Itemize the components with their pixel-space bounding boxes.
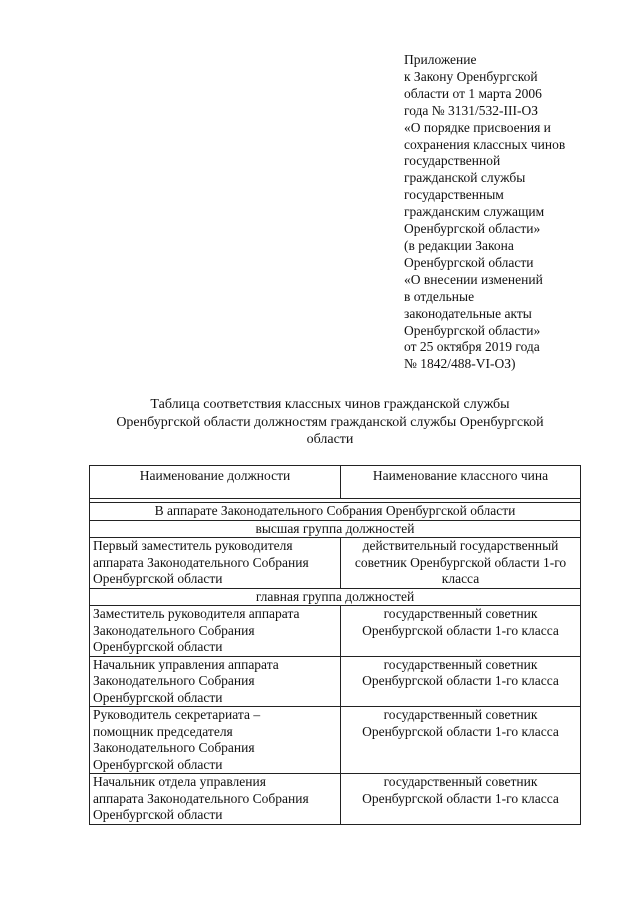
rank-line: Оренбургской области 1-го класса [362,673,559,688]
rank-cell [341,656,581,707]
appendix-line: Оренбургской области» [404,221,541,237]
table-row [90,538,581,589]
appendix-line: Приложение [404,52,477,67]
position-line: Оренбургской области [93,807,223,822]
correspondence-table [89,465,581,825]
title-line: области [306,432,354,447]
appendix-line: «О внесении изменений [404,271,543,287]
rank-line: государственный советник [383,606,538,621]
position-line: Законодательного Собрания [93,622,255,638]
appendix-line: Оренбургской области» [404,322,541,338]
header-rank: Наименование классного чина [341,466,581,499]
rank-line: действительный государственный [362,538,559,553]
group-row [90,520,581,538]
title-line: Таблица соответствия классных чинов гражданской службы [150,397,510,412]
position-line: Начальник отдела управления [93,774,266,789]
appendix-line: государственным [404,187,504,203]
rank-line: государственный советник [383,656,538,672]
group-title: главная группа должностей [90,588,581,606]
group-title: высшая группа должностей [90,520,581,538]
appendix-line: законодательные акты [404,305,532,321]
appendix-line: (в редакции Закона [404,237,514,253]
group-row [90,588,581,606]
appendix-line: гражданским служащим [404,204,545,220]
position-line: аппарата Законодательного Собрания [93,790,309,806]
appendix-line: области от 1 марта 2006 [404,85,542,101]
position-line: Оренбургской области [93,689,223,705]
rank-cell [341,538,581,589]
rank-cell [341,707,581,774]
title-line: Оренбургской области должностям гражданской службы Оренбургской [116,414,544,430]
document-title [80,396,580,449]
rank-line: Оренбургской области 1-го класса [362,622,559,638]
position-line: Оренбургской области [93,756,223,772]
appendix-line: Оренбургской области [404,254,534,270]
rank-line: государственный советник [383,774,538,789]
position-line: Законодательного Собрания [93,740,255,755]
position-line: Заместитель руководителя аппарата [93,606,300,621]
position-line: Первый заместитель руководителя [93,538,293,553]
table-header-row [90,466,581,499]
appendix-line: гражданской службы [404,170,526,186]
position-line: Оренбургской области [93,639,223,654]
appendix-line: к Закону Оренбургской [404,68,538,84]
section-row [90,503,581,521]
appendix-line: № 1842/488-VI-ОЗ) [404,356,516,372]
position-line: Начальник управления аппарата [93,656,279,672]
rank-cell [341,606,581,657]
position-line: аппарата Законодательного Собрания [93,554,309,570]
position-line: помощник председателя [93,723,233,739]
appendix-line: сохранения классных чинов [404,136,566,152]
rank-cell [341,774,581,825]
table-row [90,606,581,657]
section-title: В аппарате Законодательного Собрания Оренбургской области [90,503,581,521]
position-line: Законодательного Собрания [93,673,255,688]
rank-line: советник Оренбургской области 1-го [354,554,567,570]
position-cell [90,707,341,774]
rank-line: класса [441,571,480,586]
table-row [90,707,581,774]
position-line: Оренбургской области [93,571,223,586]
appendix-line: «О порядке присвоения и [404,119,551,135]
appendix-line: в отдельные [404,288,475,304]
position-cell [90,656,341,707]
position-cell [90,774,341,825]
appendix-line: государственной [404,153,501,169]
position-line: Руководитель секретариата – [93,707,261,722]
position-cell [90,606,341,657]
appendix-note [404,52,614,373]
rank-line: государственный советник [383,707,538,722]
table-row [90,774,581,825]
table-row [90,656,581,707]
appendix-line: года № 3131/532-III-ОЗ [404,102,539,118]
rank-line: Оренбургской области 1-го класса [362,723,559,739]
position-cell [90,538,341,589]
header-position: Наименование должности [90,466,341,499]
rank-line: Оренбургской области 1-го класса [362,790,559,806]
appendix-line: от 25 октября 2019 года [404,339,540,355]
